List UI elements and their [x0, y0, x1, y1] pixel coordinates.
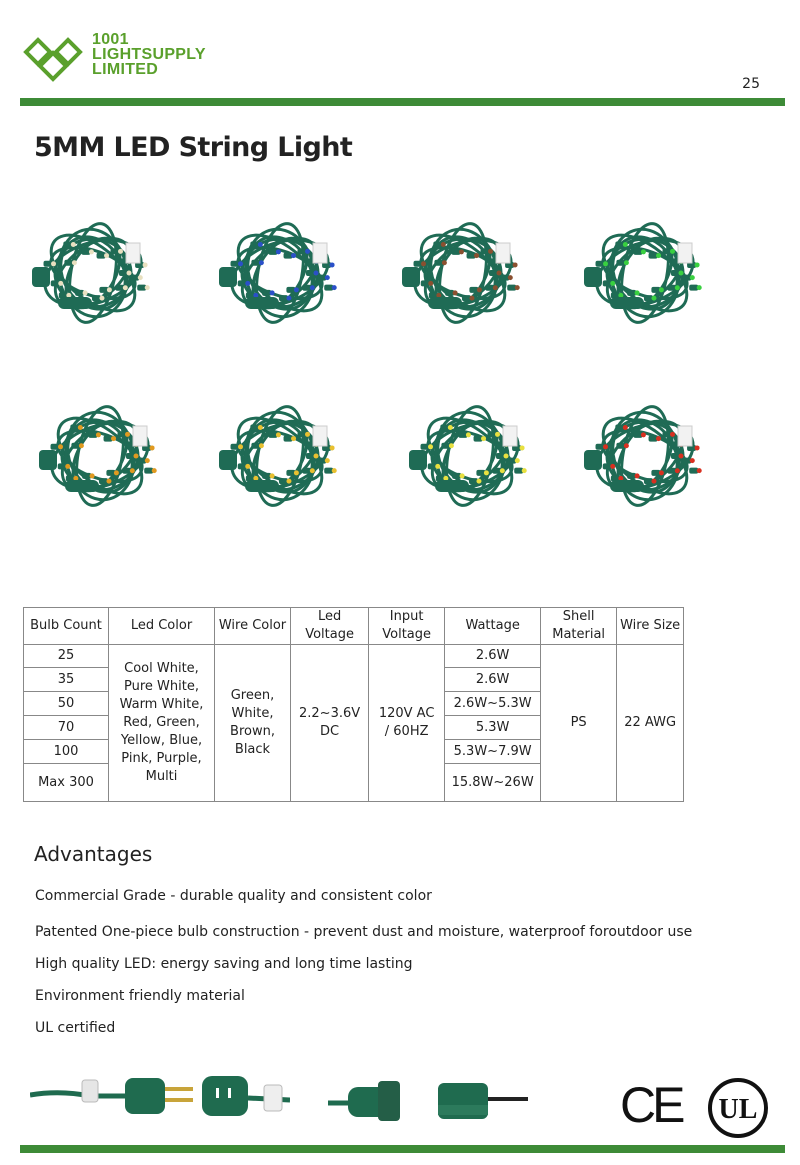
advantage-item: High quality LED: energy saving and long time lasting [35, 956, 413, 972]
bulb-count-cell: 100 [24, 740, 109, 764]
footer-rule [20, 1145, 785, 1153]
header-input-voltage: Input Voltage [369, 608, 445, 645]
product-image-2 [205, 205, 355, 345]
shell-material-cell: PS [541, 645, 617, 802]
product-image-4 [570, 205, 720, 345]
wattage-cell: 2.6W [445, 645, 541, 668]
wattage-cell: 15.8W~26W [445, 764, 541, 802]
spec-table [23, 607, 684, 802]
wire-color-cell: Green, White, Brown, Black [215, 645, 291, 802]
product-image-8 [570, 388, 720, 528]
page-number: 25 [742, 76, 760, 92]
wattage-cell: 5.3W [445, 716, 541, 740]
logo-line-3: LIMITED [92, 61, 159, 78]
advantage-item: UL certified [35, 1020, 116, 1036]
advantage-item: Patented One-piece bulb construction - prevent dust and moisture, waterproof foroutdoor use [35, 924, 693, 940]
wattage-cell: 5.3W~7.9W [445, 740, 541, 764]
product-image-6 [205, 388, 355, 528]
bulb-count-cell: Max 300 [24, 764, 109, 802]
logo-line-1: 1001 [92, 31, 129, 48]
bulb-count-cell: 25 [24, 645, 109, 668]
company-logo [22, 32, 222, 86]
wattage-cell: 2.6W~5.3W [445, 692, 541, 716]
page-title: 5MM LED String Light [34, 132, 353, 163]
header-rule [20, 98, 785, 106]
ul-mark-icon [707, 1077, 769, 1139]
header-bulb-count: Bulb Count [24, 608, 109, 645]
bulb-count-cell: 35 [24, 668, 109, 692]
header-wattage: Wattage [445, 608, 541, 645]
header-wire-color: Wire Color [215, 608, 291, 645]
header-led-color: Led Color [109, 608, 215, 645]
ce-mark-icon: CE [620, 1077, 682, 1133]
product-image-1 [18, 205, 168, 345]
logo-diamond-icon [22, 32, 86, 86]
plug-connectors-image [30, 1060, 290, 1130]
ul-mark-text: UL [718, 1094, 758, 1125]
wattage-cell: 2.6W [445, 668, 541, 692]
wire-size-cell: 22 AWG [617, 645, 684, 802]
bulb-count-cell: 50 [24, 692, 109, 716]
product-image-3 [388, 205, 538, 345]
led-voltage-cell: 2.2~3.6V DC [291, 645, 369, 802]
logo-line-2: LIGHTSUPPLY [92, 46, 206, 63]
spec-header-row [24, 608, 684, 645]
header-shell-material: Shell Material [541, 608, 617, 645]
advantage-item: Commercial Grade - durable quality and consistent color [35, 888, 432, 904]
bulb-socket-image [328, 1075, 548, 1125]
table-row [24, 645, 684, 668]
product-image-5 [25, 388, 175, 528]
led-color-cell: Cool White, Pure White, Warm White, Red, Green, Yellow, Blue, Pink, Purple, Multi [109, 645, 215, 802]
input-voltage-cell: 120V AC / 60HZ [369, 645, 445, 802]
product-image-7 [395, 388, 545, 528]
header-led-voltage: Led Voltage [291, 608, 369, 645]
bulb-count-cell: 70 [24, 716, 109, 740]
advantages-title: Advantages [34, 842, 153, 866]
header-wire-size: Wire Size [617, 608, 684, 645]
advantage-item: Environment friendly material [35, 988, 245, 1004]
